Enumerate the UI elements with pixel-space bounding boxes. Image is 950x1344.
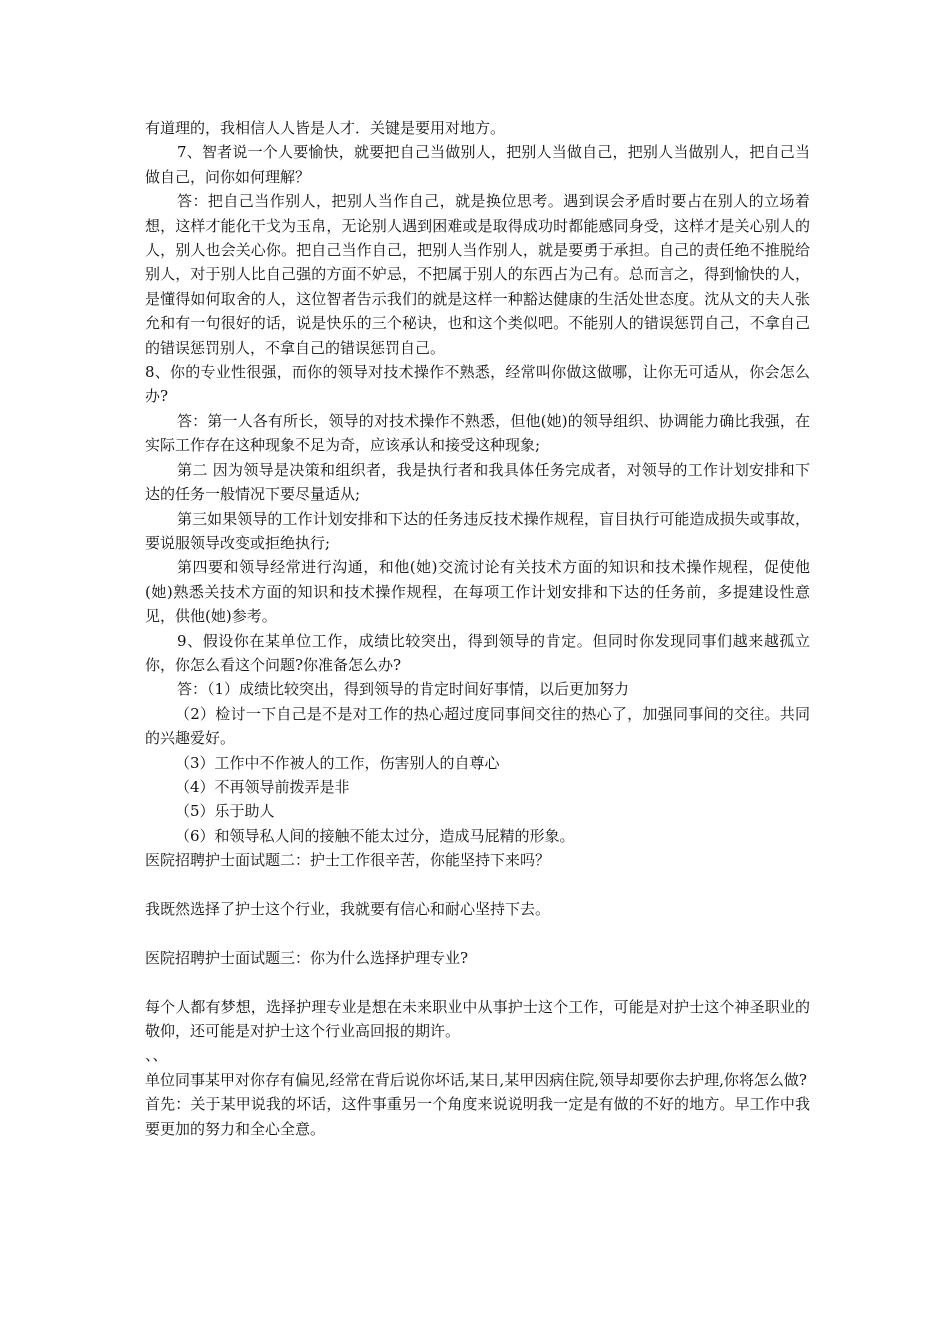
answer-9-item-6: （6）和领导私人间的接触不能太过分，造成马屁精的形象。 (175, 826, 575, 845)
answer-7: 答：把自己当作别人，把别人当作自己，就是换位思考。遇到误会矛盾时要占在别人的立场着想，这样才能化干戈为玉帛，无论别人遇到困难或是取得成功时都能感同身受，这样才是关心别人的人，别人也会关心你。把自己当作自己，把别人当作别人，就是要勇于承担。自己的责任绝不推脱给别人，对于别人比自己强的方面不妒忌，不把属于别人的东西占为己有。总而言之，得到愉快的人，是懂得如何取舍的人，这位智者告示我们的就是这样一种豁达健康的生活处世态度。沈从文的夫人张允和有一句很好的话，说是快乐的三个秘诀，也和这个类似吧。不能别人的错误惩罚自己，不拿自己的错误惩罚别人，不拿自己的错误惩罚自己。 (145, 192, 810, 357)
question-8: 8、你的专业性很强，而你的领导对技术操作不熟悉，经常叫你做这做哪，让你无可适从，你会怎么办? (145, 363, 810, 406)
paragraph-intro-end: 有道理的，我相信人人皆是人才．关键是要用对地方。 (145, 119, 506, 137)
blank-line (145, 921, 810, 945)
answer-8-point-3: 第三如果领导的工作计划安排和下达的任务违反技术操作规程，盲目执行可能造成损失或事故，要说服领导改变或拒绝执行; (145, 509, 810, 552)
answer-9-item-2: （2）检讨一下自己是不是对工作的热心超过度同事间交往的热心了，加强同事间的交往。共同的兴趣爱好。 (145, 704, 810, 748)
answer-9-item-3: （3）工作中不作被人的工作，伤害别人的自尊心 (175, 753, 500, 772)
answer-nurse-3: 每个人都有梦想，选择护理专业是想在未来职业中从事护士这个工作，可能是对护士这个神圣职业的敬仰，还可能是对护士这个行业高回报的期许。 (145, 997, 810, 1040)
answer-9-item-1: 答：（1）成绩比较突出，得到领导的肯定时间好事情，以后更加努力 (177, 680, 630, 699)
answer-nurse-2: 我既然选择了护士这个行业，我就要有信心和耐心坚持下去。 (145, 899, 551, 918)
answer-8-point-2: 第二 因为领导是决策和组织者，我是执行者和我具体任务完成者，对领导的工作计划安排和下达的任务一般情况下要尽量适从; (145, 460, 810, 504)
question-nurse-3: 医院招聘护士面试题三：你为什么选择护理专业? (145, 948, 469, 967)
answer-9-item-5: （5）乐于助人 (175, 802, 275, 821)
document-page (145, 116, 810, 1141)
blank-line (145, 970, 810, 994)
answer-8-point-4: 第四要和领导经常进行沟通，和他(她)交流讨论有关技术方面的知识和技术操作规程，促使他(她)熟悉关技术方面的知识和技术操作规程，在每项工作计划安排和下达的任务前，多提建设性意见，供他(她)参考。 (145, 558, 810, 626)
question-nurse-2: 医院招聘护士面试题二：护士工作很辛苦，你能坚持下来吗？ (145, 851, 551, 870)
blank-line (145, 873, 810, 897)
question-9: 9、假设你在某单位工作，成绩比较突出，得到领导的肯定。但同时你发现同事们越来越孤立你，你怎么看这个问题?你准备怎么办? (145, 631, 810, 674)
question-7: 7、智者说一个人要愉快，就要把自己当做别人，把别人当做自己，把别人当做别人，把自己当做自己，问你如何理解？ (145, 143, 810, 186)
question-colleague: 单位同事某甲对你存有偏见,经常在背后说你坏话,某日,某甲因病住院,领导却要你去护理,你将怎么做? (145, 1070, 807, 1089)
separator-marks: 、、 (145, 1046, 168, 1065)
answer-8-point-1: 答：第一人各有所长，领导的对技术操作不熟悉，但他(她)的领导组织、协调能力确比我强，在实际工作存在这种现象不足为奇，应该承认和接受这种现象; (145, 411, 810, 455)
answer-colleague: 首先：关于某甲说我的坏话，这件事重另一个角度来说说明我一定是有做的不好的地方。早工作中我要更加的努力和全心全意。 (145, 1095, 810, 1138)
answer-9-item-4: （4）不再领导前拨弄是非 (175, 777, 350, 796)
